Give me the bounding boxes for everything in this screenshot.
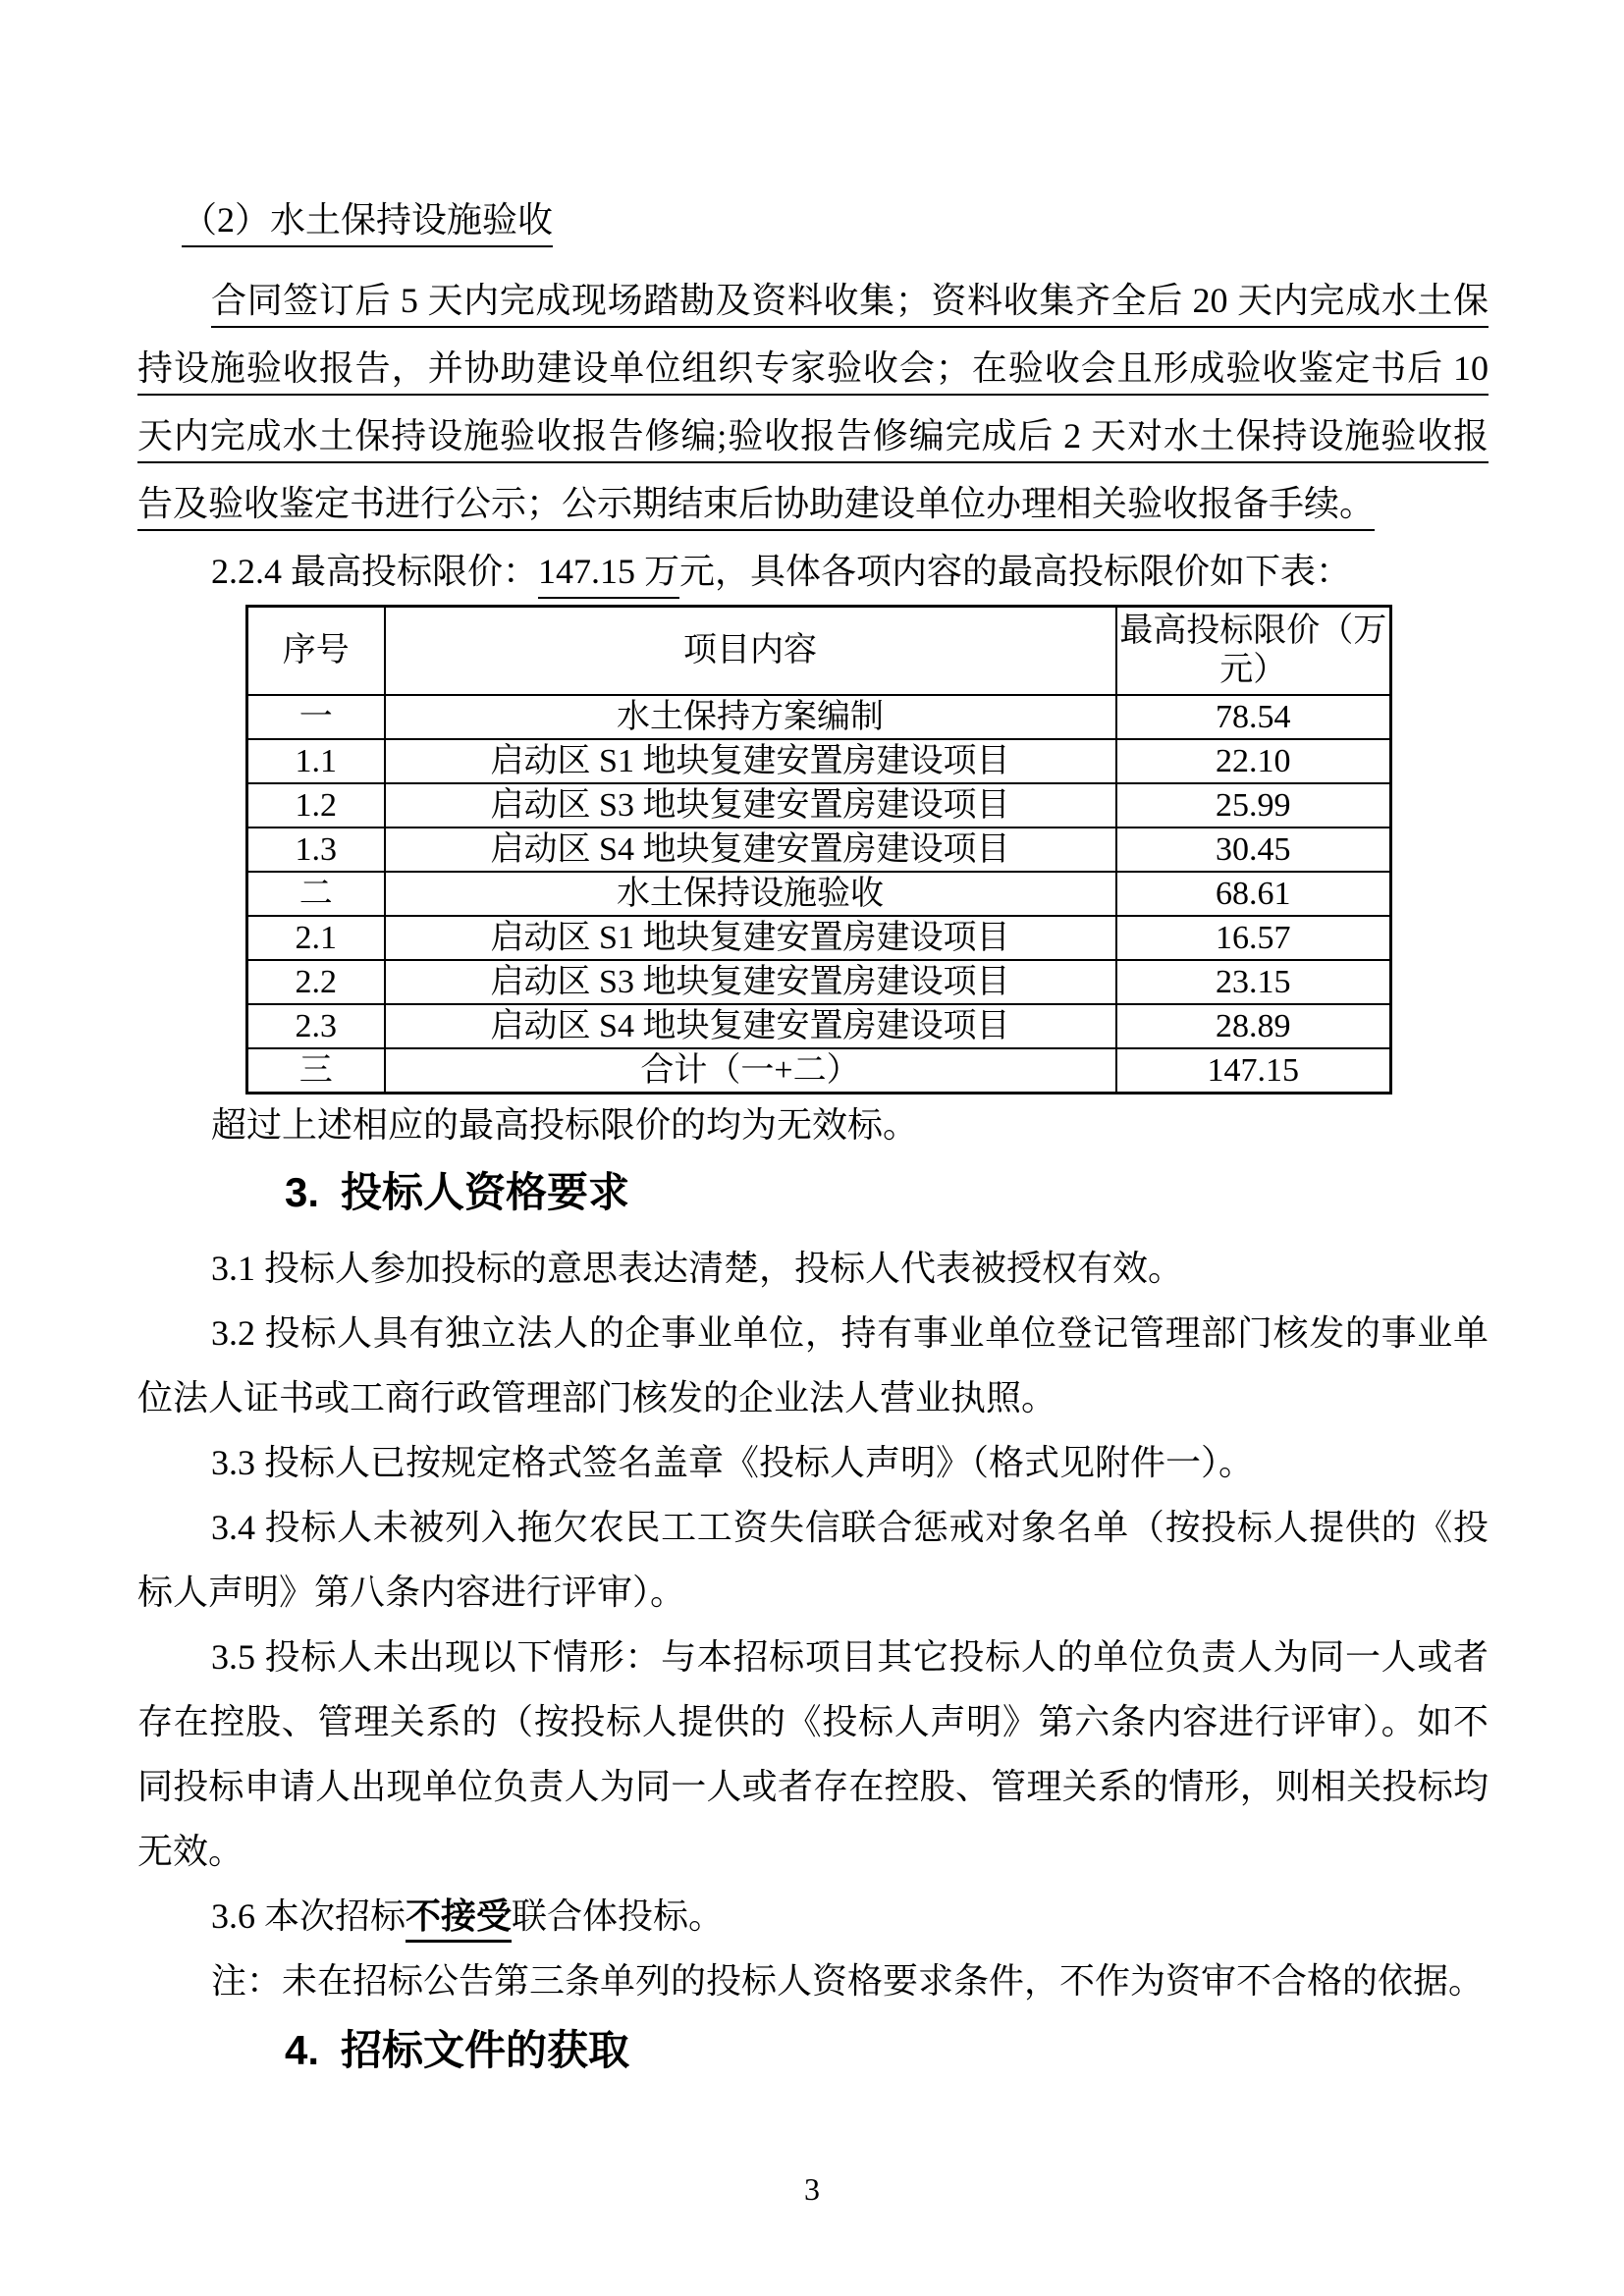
cell-seq: 二 [247,872,385,916]
cell-seq: 1.3 [247,828,385,872]
clause-3-6-prefix: 3.6 本次招标 [211,1896,406,1936]
table-row [247,872,1391,916]
cell-item: 合计（一+二） [385,1048,1116,1094]
qualification-note: 注：未在招标公告第三条单列的投标人资格要求条件，不作为资审不合格的依据。 [211,1961,1485,2001]
cell-seq: 1.2 [247,783,385,828]
cell-item: 启动区 S1 地块复建安置房建设项目 [385,916,1116,960]
cell-item: 水土保持设施验收 [385,872,1116,916]
cell-price: 25.99 [1116,783,1391,828]
sub-heading-2-text: （2）水土保持设施验收 [182,200,553,247]
max-price-value: 147.15 万 [538,552,679,599]
clause-2-2-4-suffix: 元，具体各项内容的最高投标限价如下表： [679,552,1352,591]
table-row [247,1004,1391,1048]
clause-3-6-suffix: 联合体投标。 [512,1896,725,1936]
table-row [247,695,1391,739]
sub-heading-2 [137,198,1489,241]
schedule-paragraph [137,267,1489,538]
cell-price: 22.10 [1116,739,1391,783]
cell-item: 启动区 S4 地块复建安置房建设项目 [385,1004,1116,1048]
header-cell-price: 最高投标限价（万元） [1116,607,1391,696]
clause-2-2-4 [137,548,1489,595]
clause-3-5: 3.5 投标人未出现以下情形：与本招标项目其它投标人的单位负责人为同一人或者存在控股、管理关系的（按投标人提供的《投标人声明》第六条内容进行评审）。如不同投标申请人出现单位负责人为同一人或者存在控股、管理关系的情形，则相关投标均无效。 [137,1637,1489,1871]
section-3-heading [137,1165,1489,1220]
cell-item: 启动区 S3 地块复建安置房建设项目 [385,783,1116,828]
cell-item: 启动区 S3 地块复建安置房建设项目 [385,960,1116,1004]
price-limit-table [245,605,1392,1095]
cell-seq: 2.2 [247,960,385,1004]
table-row [247,960,1391,1004]
no-consortium-emphasis: 不接受 [406,1896,512,1943]
clause-2-2-4-prefix: 2.2.4 最高投标限价： [211,552,539,591]
section-4-heading [137,2023,1489,2078]
schedule-paragraph-text: 合同签订后 5 天内完成现场踏勘及资料收集；资料收集齐全后 20 天内完成水土保持设施验收报告，并协助建设单位组织专家验收会；在验收会且形成验收鉴定书后 10 天内完成水土保持设施验收报告修编;验收报告修编完成后 2 天对水土保持设施验收报告及验收鉴定书进行公示；公示期结束后协助建设单位办理相关验收报备手续。 [137,281,1489,531]
cell-seq: 1.1 [247,739,385,783]
section-3-number: 3. [285,1169,320,1215]
table-header-row [247,607,1391,696]
table-row [247,783,1391,828]
cell-seq: 一 [247,695,385,739]
cell-item: 水土保持方案编制 [385,695,1116,739]
cell-item: 启动区 S1 地块复建安置房建设项目 [385,739,1116,783]
cell-price: 68.61 [1116,872,1391,916]
header-cell-seq: 序号 [247,607,385,696]
table-row [247,1048,1391,1094]
clause-3-1: 3.1 投标人参加投标的意思表达清楚，投标人代表被授权有效。 [211,1249,1184,1288]
clause-3-3: 3.3 投标人已按规定格式签名盖章《投标人声明》（格式见附件一）。 [211,1443,1255,1482]
section-4-title: 招标文件的获取 [341,2027,630,2073]
cell-price: 30.45 [1116,828,1391,872]
section-3-title: 投标人资格要求 [341,1169,630,1215]
table-row [247,739,1391,783]
clause-3-4: 3.4 投标人未被列入拖欠农民工工资失信联合惩戒对象名单（按投标人提供的《投标人声明》第八条内容进行评审）。 [137,1508,1489,1612]
cell-item: 启动区 S4 地块复建安置房建设项目 [385,828,1116,872]
invalid-bid-note: 超过上述相应的最高投标限价的均为无效标。 [211,1105,919,1145]
cell-price: 28.89 [1116,1004,1391,1048]
table-row [247,916,1391,960]
table-row [247,828,1391,872]
clause-3-6 [137,1884,1489,1949]
cell-price: 147.15 [1116,1048,1391,1094]
clause-3-2: 3.2 投标人具有独立法人的企事业单位，持有事业单位登记管理部门核发的事业单位法人证书或工商行政管理部门核发的企业法人营业执照。 [137,1313,1489,1417]
cell-seq: 2.1 [247,916,385,960]
cell-seq: 三 [247,1048,385,1094]
cell-price: 16.57 [1116,916,1391,960]
page-number: 3 [804,2171,820,2207]
header-cell-item: 项目内容 [385,607,1116,696]
cell-seq: 2.3 [247,1004,385,1048]
cell-price: 23.15 [1116,960,1391,1004]
cell-price: 78.54 [1116,695,1391,739]
section-4-number: 4. [285,2027,320,2073]
